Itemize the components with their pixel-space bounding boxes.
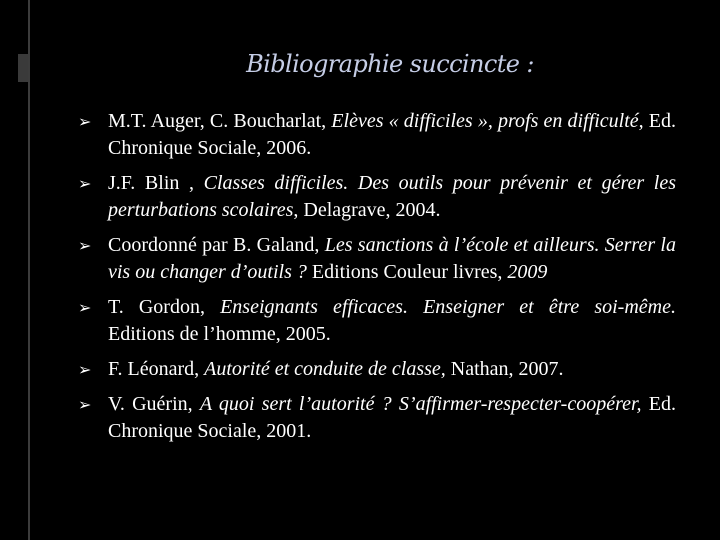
entry-publisher: , Delagrave, 2004. (293, 199, 441, 221)
entry-author: J.F. Blin , (108, 172, 204, 194)
slide-title: Bibliographie succincte : (246, 50, 534, 78)
entry-author: F. Léonard, (108, 358, 205, 380)
entry-publisher: Editions Couleur livres, (306, 261, 508, 283)
entry-publisher: Ed. Chronique Sociale, 2006. (108, 110, 676, 159)
arrow-bullet-icon: ➢ (78, 112, 92, 131)
bibliography-entry (72, 391, 676, 445)
bibliography-entry (72, 170, 676, 224)
entry-work-title: Enseignants efficaces. Enseigner et être soi-même. (220, 296, 676, 318)
arrow-bullet-icon: ➢ (78, 174, 92, 193)
entry-work-title: Autorité et conduite de classe, (204, 358, 446, 380)
entry-work-title: A quoi sert l’autorité ? S’affirmer-respecter-coopérer, (199, 393, 642, 415)
bibliography-entry (72, 356, 676, 383)
slide-frame-line (28, 0, 30, 540)
slide-frame-mark (18, 54, 28, 82)
bibliography-entry (72, 108, 676, 162)
entry-author: T. Gordon, (108, 296, 221, 318)
entry-work-title: Elèves « difficiles », profs en difficulté, (331, 110, 644, 132)
arrow-bullet-icon: ➢ (78, 395, 92, 414)
entry-author: Coordonné par B. Galand, (108, 234, 325, 256)
entry-work-title: Classes difficiles. Des outils pour prévenir et gérer les perturbations scolaires (108, 172, 677, 221)
entry-author: M.T. Auger, C. Boucharlat, (108, 110, 332, 132)
bibliography-entry (72, 232, 676, 286)
entry-work-title: Les sanctions à l’école et ailleurs. Serrer la vis ou changer d’outils ? (108, 234, 676, 283)
bibliography-entry (72, 294, 676, 348)
entry-publisher: Nathan, 2007. (445, 358, 564, 380)
entry-publisher: Ed. Chronique Sociale, 2001. (108, 393, 676, 442)
entry-publisher: Editions de l’homme, 2005. (108, 323, 331, 345)
arrow-bullet-icon: ➢ (78, 236, 92, 255)
arrow-bullet-icon: ➢ (78, 360, 92, 379)
arrow-bullet-icon: ➢ (78, 298, 92, 317)
entry-year: 2009 (507, 261, 548, 283)
entry-author: V. Guérin, (108, 393, 200, 415)
bibliography-list (72, 108, 676, 453)
